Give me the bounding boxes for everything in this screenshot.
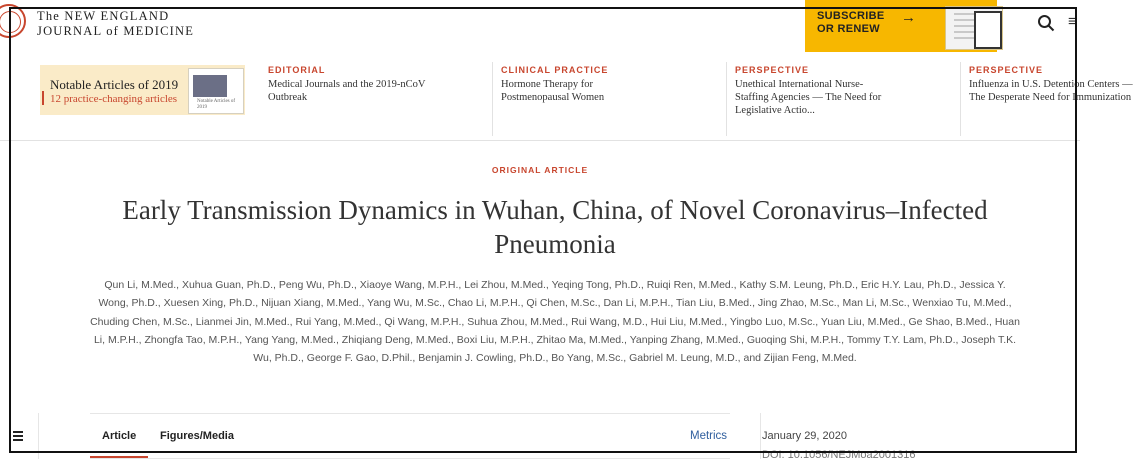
search-icon[interactable]: [1037, 14, 1055, 32]
featured-card-perspective-influenza[interactable]: [969, 65, 1133, 104]
toc-divider: [38, 413, 39, 459]
article-title: Early Transmission Dynamics in Wuhan, China, of Novel Coronavirus–Infected Pneumonia: [122, 195, 988, 259]
nejm-logo[interactable]: [37, 9, 194, 39]
card-kicker: EDITORIAL: [268, 65, 326, 75]
meta-divider: [760, 413, 761, 459]
featured-card-editorial[interactable]: [268, 65, 490, 104]
card-divider: [492, 62, 493, 136]
journal-devices-image: [945, 6, 1003, 50]
arrow-right-icon: →: [901, 9, 916, 26]
tab-article[interactable]: Article: [102, 430, 137, 442]
card-title: Influenza in U.S. Detention Centers — The Desperate Need for Immunization: [969, 79, 1133, 103]
hamburger-menu-icon[interactable]: ≡: [1068, 13, 1077, 30]
table-of-contents-icon[interactable]: [9, 430, 23, 442]
card-divider: [726, 62, 727, 136]
nejm-seal-logo[interactable]: [0, 4, 26, 38]
featured-card-perspective-nurse[interactable]: [735, 65, 957, 117]
card-kicker: PERSPECTIVE: [969, 65, 1044, 75]
card-kicker: CLINICAL PRACTICE: [501, 65, 609, 75]
article-type-kicker: ORIGINAL ARTICLE: [491, 165, 589, 175]
notable-subtitle: 12 practice-changing articles: [50, 93, 178, 105]
card-divider: [960, 62, 961, 136]
card-kicker: PERSPECTIVE: [735, 65, 810, 75]
article-doi[interactable]: DOI: 10.1056/NEJMoa2001316: [762, 449, 916, 461]
subscribe-renew-button[interactable]: [805, 0, 997, 52]
brand-line-1: The NEW ENGLAND: [37, 9, 170, 23]
site-header: [0, 0, 1080, 55]
notable-articles-promo[interactable]: [40, 65, 245, 115]
featured-strip: [0, 54, 1133, 141]
publication-date: January 29, 2020: [762, 430, 848, 442]
brand-line-2: JOURNAL of MEDICINE: [37, 24, 195, 38]
notable-title: Notable Articles of 2019: [50, 77, 179, 92]
tablet-icon: [974, 11, 1002, 49]
metrics-link[interactable]: Metrics: [690, 430, 728, 442]
article-authors[interactable]: Qun Li, M.Med., Xuhua Guan, Ph.D., Peng Wu, Ph.D., Xiaoye Wang, M.P.H., Lei Zhou, M.Med., Yeqing Tong, Ph.D., Ruiqi Ren, M.Med., Kathy S.M. Leung, Ph.D., Eric H.Y. Lau, Ph.D., Jessica Y. Wong, Ph.D., Xuesen Xing, Ph.D., Nijuan Xiang, M.Med., Yang Wu, M.Sc., Chao Li, M.P.H., Qi Chen, M.Sc., Dan Li, M.P.H., Tian Liu, B.Med., Jing Zhao, M.Sc., Man Li, M.Sc., Wenxiao Tu, M.Med., Chuding Chen, M.Sc., Lianmei Jin, M.Med., Rui Yang, M.Med., Qi Wang, M.P.H., Suhua Zhou, M.Med., Rui Wang, M.D., Hui Liu, M.Med., Yingbo Luo, M.Sc., Yuan Liu, M.Med., Ge Shao, B.Med., Huan Li, M.P.H., Zhongfa Tao, M.P.H., Yang Yang, M.Med., Zhiqiang Deng, M.Med., Boxi Liu, M.P.H., Zhitao Ma, M.Med., Yanping Zhang, M.Med., Guoqing Shi, M.P.H., Tommy T.Y. Lam, Ph.D., Joseph T.K. Wu, Ph.D., George F. Gao, D.Phil., Benjamin J. Cowling, Ph.D., Bo Yang, M.Sc., Gabriel M. Leung, M.D., and Zijian Feng, M.Med.: [90, 279, 1020, 365]
subscribe-label: SUBSCRIBE OR RENEW: [817, 10, 885, 35]
tabs-top-border: [90, 413, 730, 414]
book-cover-text: Notable Articles of 2019: [197, 99, 236, 110]
book-cover-image: [193, 75, 227, 97]
tabs-bottom-border: [90, 458, 730, 459]
card-title: Unethical International Nurse-Staffing Agencies — The Need for Legislative Actio...: [735, 79, 882, 116]
tab-figures-media[interactable]: Figures/Media: [160, 430, 234, 442]
card-title: Hormone Therapy for Postmenopausal Women: [501, 79, 605, 103]
notable-book-thumbnail: [188, 68, 244, 114]
card-title: Medical Journals and the 2019-nCoV Outbreak: [268, 79, 426, 103]
featured-card-clinical-practice[interactable]: [501, 65, 723, 104]
promo-accent-bar: [42, 91, 44, 105]
